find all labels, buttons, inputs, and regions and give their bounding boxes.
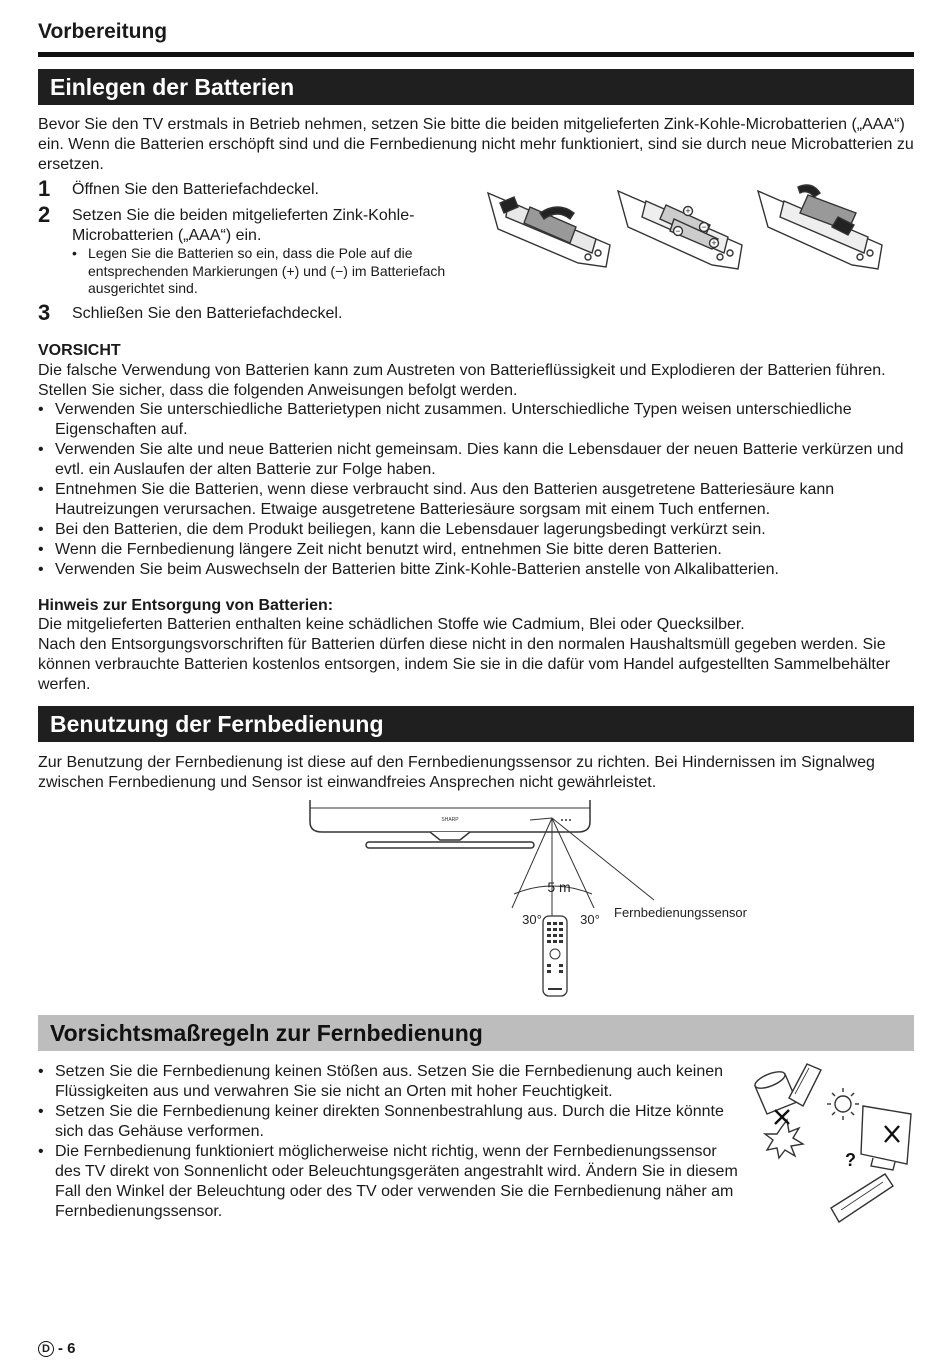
list-item: • Setzen Sie die Fernbedienung keiner direkten Sonnenbestrahlung aus. Durch die Hitze könnte sich das Gehäuse verformen. — [38, 1102, 738, 1142]
list-item: • Entnehmen Sie die Batterien, wenn diese verbraucht sind. Aus den Batterien ausgetretene Batteriesäure kann Hautreizungen verursachen. Etwaige ausgetretene Batteriesäure sorgsam mit einem Tuch entfernen. — [38, 480, 914, 520]
angle-left-label: 30° — [522, 912, 542, 927]
caution-title: VORSICHT — [38, 342, 121, 359]
chapter-title: Vorbereitung — [38, 20, 168, 43]
step-number: 2 — [38, 202, 51, 227]
section-heading-remote-use: Benutzung der Fernbedienung — [38, 706, 914, 742]
list-item: • Wenn die Fernbedienung längere Zeit nicht benutzt wird, entnehmen Sie bitte deren Batterien. — [38, 540, 914, 560]
list-item: • Verwenden Sie unterschiedliche Batterietypen nicht zusammen. Unterschiedliche Typen weisen unterschiedliche Eigenschaften auf. — [38, 400, 914, 440]
remote-close-cover-image — [758, 185, 882, 269]
section-heading-remote-precautions: Vorsichtsmaßregeln zur Fernbedienung — [38, 1015, 914, 1051]
angle-right-label: 30° — [580, 912, 600, 927]
remote-image — [831, 1174, 893, 1222]
question-icon: ? — [845, 1150, 856, 1170]
chapter-rule — [38, 52, 914, 57]
disposal-line: Nach den Entsorgungsvorschriften für Batterien dürfen diese nicht in den normalen Haushaltsmüll gegeben werden. Sie können verbrauchte Batterien kostenlos entsorgen, indem Sie sie in die dafür vom Handel aufgestellten Sammelbehälter werfen. — [38, 636, 891, 693]
svg-text:−: − — [675, 226, 681, 236]
tv-image — [310, 800, 590, 848]
disposal-title: Hinweis zur Entsorgung von Batterien: — [38, 597, 334, 614]
list-item: • Verwenden Sie beim Auswechseln der Batterien bitte Zink-Kohle-Batterien anstelle von Alkalibatterien. — [38, 560, 914, 580]
battery-insertion-illustration — [478, 183, 898, 283]
sun-icon — [827, 1088, 859, 1120]
precautions-list — [38, 1062, 738, 1222]
page-footer — [38, 1340, 76, 1357]
page-number: - 6 — [58, 1340, 76, 1357]
tv-image — [861, 1106, 911, 1170]
tv-brand-label: SHARP — [441, 817, 459, 823]
remote-control-image — [543, 916, 567, 996]
svg-text:−: − — [701, 222, 707, 232]
step-text: Setzen Sie die beiden mitgelieferten Zink-Kohle-Microbatterien („AAA“) ein. — [72, 207, 415, 244]
caution-list — [38, 400, 914, 580]
sensor-label: Fernbedienungssensor — [614, 905, 747, 920]
remote-image — [789, 1064, 821, 1106]
step-text: Schließen Sie den Batteriefachdeckel. — [72, 305, 343, 322]
svg-text:+: + — [711, 238, 717, 248]
step-number: 1 — [38, 176, 51, 201]
list-item: • Verwenden Sie alte und neue Batterien nicht gemeinsam. Dies kann die Lebensdauer der neuen Batterie verkürzen und evtl. ein Auslaufen der alten Batterie zur Folge haben. — [38, 440, 914, 480]
step-2-note-text: Legen Sie die Batterien so ein, dass die Pole auf die entsprechenden Markierungen (+) und (−) im Batteriefach ausgerichtet sind. — [88, 245, 446, 296]
list-item: • Die Fernbedienung funktioniert möglicherweise nicht richtig, wenn der Fernbedienungssensor des TV direkt von Sonnenlicht oder Beleuchtungsgeräten angestrahlt wird. Ändern Sie in diesem Fall den Winkel der Beleuchtung oder des TV oder verwenden Sie die Fernbedienung näher am Fernbedienungssensor. — [38, 1142, 738, 1222]
batteries-intro: Bevor Sie den TV erstmals in Betrieb nehmen, setzen Sie bitte die beiden mitgelieferten Zink-Kohle-Microbatterien („AAA“) ein. Wenn die Batterien erschöpft sind und die Fernbedienung nicht mehr funktioniert, sind sie durch neue Microbatterien zu ersetzen. — [38, 116, 914, 173]
distance-label: 5 m — [547, 879, 571, 895]
caution-intro: Die falsche Verwendung von Batterien kann zum Austreten von Batterieflüssigkeit und Explodieren der Batterien führen. Stellen Sie sicher, dass die folgenden Anweisungen befolgt werden. — [38, 362, 886, 399]
list-item: • Setzen Sie die Fernbedienung keinen Stößen aus. Setzen Sie die Fernbedienung auch keinen Flüssigkeiten aus und verwahren Sie sie nicht an Orten mit hoher Feuchtigkeit. — [38, 1062, 738, 1102]
remote-open-cover-image — [488, 193, 610, 267]
section-heading-batteries: Einlegen der Batterien — [38, 69, 914, 105]
precautions-illustration — [745, 1058, 915, 1238]
disposal-line: Die mitgelieferten Batterien enthalten keine schädlichen Stoffe wie Cadmium, Blei oder Quecksilber. — [38, 616, 745, 633]
spilled-glass-image — [753, 1068, 797, 1114]
step-text: Öffnen Sie den Batteriefachdeckel. — [72, 181, 319, 198]
remote-range-diagram — [300, 800, 800, 1000]
language-badge: D — [38, 1341, 54, 1357]
list-item: • Bei den Batterien, die dem Produkt beiliegen, kann die Lebensdauer lagerungsbedingt verkürzt sein. — [38, 520, 914, 540]
svg-text:+: + — [685, 206, 691, 216]
step-number: 3 — [38, 300, 51, 325]
impact-icon — [765, 1120, 803, 1158]
remote-use-intro: Zur Benutzung der Fernbedienung ist diese auf den Fernbedienungssensor zu richten. Bei Hindernissen im Signalweg zwischen Fernbedienung und Sensor ist einwandfreies Ansprechen nicht gewährleistet. — [38, 754, 875, 791]
